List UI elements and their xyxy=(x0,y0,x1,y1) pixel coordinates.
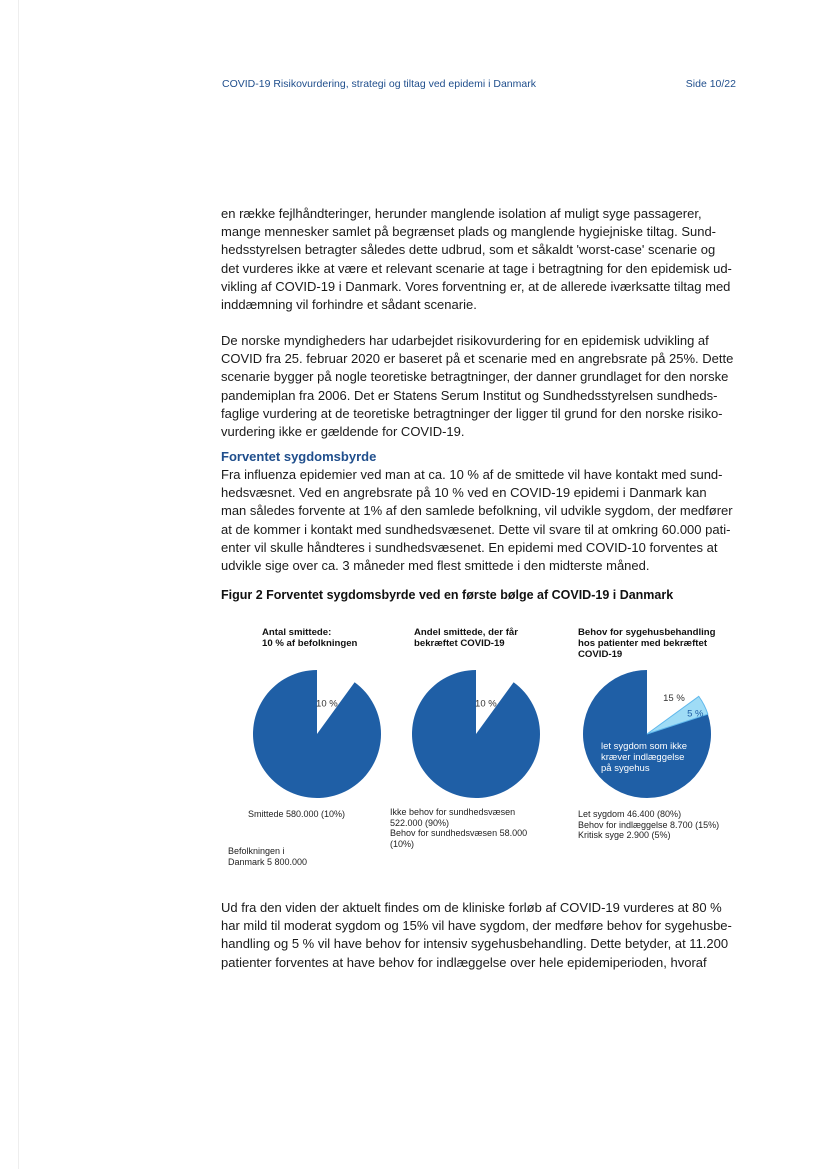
pie2-slice-label: 10 % xyxy=(475,698,497,710)
pie3-title: Behov for sygehusbehandling hos patienter med bekræftet COVID-19 xyxy=(578,627,716,660)
figure-caption: Figur 2 Forventet sygdomsbyrde ved en første bølge af COVID-19 i Danmark xyxy=(221,588,674,602)
paragraph-3 xyxy=(221,466,741,575)
pie1-chart xyxy=(252,669,382,799)
pie2-slice-main xyxy=(412,670,540,798)
pie3-chart xyxy=(582,669,712,799)
paragraph-1 xyxy=(221,205,741,314)
pie3-label-15: 15 % xyxy=(663,693,685,705)
pie1-legend-smittede: Smittede 580.000 (10%) xyxy=(248,809,346,819)
page-edge-line xyxy=(18,0,19,1169)
paragraph-4-text: Ud fra den viden der aktuelt findes om de kliniske forløb af COVID-19 vurderes at 80 % har mild til moderat sygdom og 15% vil have sygdom, der medføre behov for sygehusbe- handling og 5 % vil have behov for intensiv sygehusbehandling. Dette betyder, at 11.200 patienter forventes at have behov for indlæggelse over hele epidemiperioden, hvoraf xyxy=(221,900,732,970)
pie1-title: Antal smittede: 10 % af befolkningen xyxy=(262,627,358,649)
pie2-title: Andel smittede, der får bekræftet COVID-19 xyxy=(414,627,518,649)
paragraph-1-text: en række fejlhåndteringer, herunder manglende isolation af muligt syge passagerer, mange mennesker samlet på begrænset plads og manglende hygiejniske tiltag. Sund- hedsstyrelsen betragter således dette udbrud, som et såkaldt 'worst-case' scenarie og det vurderes ikke at være et relevant scenarie at tage i betragtning for den epidemisk ud- vikling af COVID-19 i Danmark. Vores forventning er, at de allerede iværksatte tiltag med inddæmning vil forhindre et sådant scenarie. xyxy=(221,206,732,313)
page-number: Side 10/22 xyxy=(685,78,736,90)
paragraph-3-text: Fra influenza epidemier ved man at ca. 10 % af de smittede vil have kontakt med sund- hedsvæsnet. Ved en angrebsrate på 10 % ved en COVID-19 epidemi i Danmark kan man således forvente at 1% af den samlede befolkning, vil udvikle sygdom, der medfører at de kommer i kontakt med sundhedsvæsenet. Dette vil svare til at omkring 60.000 pati- enter vil skulle håndteres i sundhedsvæsenet. En epidemi med COVID-10 forventes at udvikle sige over ca. 3 måneder med flest smittede i den midterste måned. xyxy=(221,467,733,574)
paragraph-2-text: De norske myndigheders har udarbejdet risikovurdering for en epidemisk udvikling af COVID fra 25. februar 2020 er baseret på et scenarie med en angrebsrate på 25%. Dette scenarie bygger på nogle teoretiske betragtninger, der danner grundlaget for den norske pandemiplan fra 2006. Det er Statens Serum Institut og Sundhedsstyrelsen sundheds- faglige vurdering at de teoretiske betragtninger der ligger til grund for den norske risiko- vurdering ikke er gældende for COVID-19. xyxy=(221,333,734,440)
pie2-chart xyxy=(411,669,541,799)
section-heading: Forventet sygdomsbyrde xyxy=(221,449,377,464)
header-title: COVID-19 Risikovurdering, strategi og tiltag ved epidemi i Danmark xyxy=(222,78,536,90)
pie1-slice-label: 10 % xyxy=(316,698,338,710)
pie2-legend: Ikke behov for sundhedsvæsen 522.000 (90%) Behov for sundhedsvæsen 58.000 (10%) xyxy=(390,807,528,849)
pie3-legend: Let sygdom 46.400 (80%) Behov for indlæggelse 8.700 (15%) Kritisk syge 2.900 (5%) xyxy=(578,809,720,840)
paragraph-2 xyxy=(221,332,741,441)
page-header xyxy=(222,78,736,92)
paragraph-4 xyxy=(221,899,741,972)
pie3-label-5: 5 % xyxy=(687,708,704,720)
pie3-inner-text: let sygdom som ikke kræver indlæggelse på sygehus xyxy=(601,741,688,774)
pie1-slice-main xyxy=(253,670,381,798)
pie1-legend-befolkning: Befolkningen i Danmark 5 800.000 xyxy=(228,846,308,867)
